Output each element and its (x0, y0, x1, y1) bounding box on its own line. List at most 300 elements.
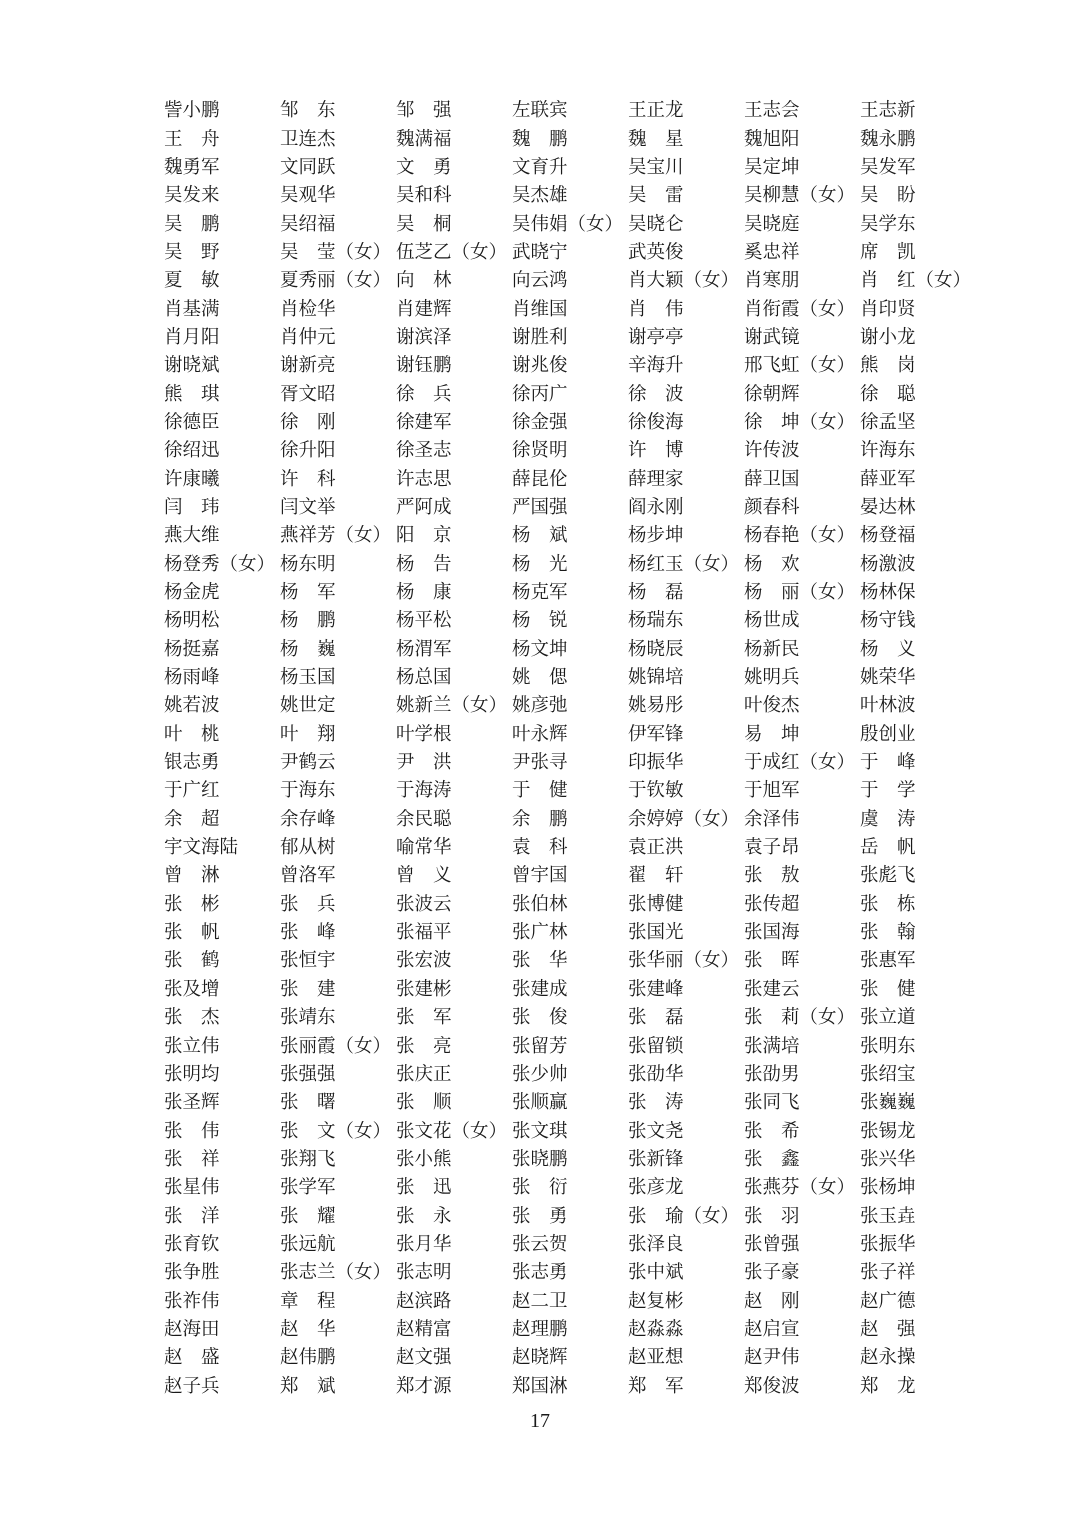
name-entry: 谢新亮 (280, 355, 336, 377)
name-entry: 袁 科 (512, 837, 568, 859)
name-entry: 谢晓斌 (164, 355, 220, 377)
name-entry: 张博健 (628, 893, 684, 915)
name-entry: 杨东明 (280, 553, 336, 575)
name-entry: 严阿成 (396, 496, 452, 518)
name-entry: 张丽霞（女） (280, 1035, 392, 1057)
name-entry: 谢胜利 (512, 326, 568, 348)
name-entry: 姚易彤 (628, 695, 684, 717)
name-entry: 张志明 (396, 1262, 452, 1284)
name-entry: 张传超 (744, 893, 800, 915)
name-entry: 吴 盼 (860, 185, 916, 207)
name-entry: 张 洋 (164, 1205, 220, 1227)
name-entry: 于 峰 (860, 752, 916, 774)
name-entry: 张兴华 (860, 1148, 916, 1170)
name-entry: 肖仲元 (280, 326, 336, 348)
name-entry: 杨 鹏 (280, 610, 336, 632)
name-entry: 余民聪 (396, 808, 452, 830)
name-entry: 许传波 (744, 440, 800, 462)
name-entry: 张伯林 (512, 893, 568, 915)
name-entry: 肖 红（女） (860, 270, 972, 292)
name-entry: 张争胜 (164, 1262, 220, 1284)
name-entry: 张建彬 (396, 978, 452, 1000)
name-entry: 谢滨泽 (396, 326, 452, 348)
name-entry: 杨 磊 (628, 582, 684, 604)
name-entry: 张 鹤 (164, 950, 220, 972)
name-entry: 郑 军 (628, 1375, 684, 1397)
name-entry: 徐升阳 (280, 440, 336, 462)
name-entry: 张 永 (396, 1205, 452, 1227)
name-entry: 张 晖 (744, 950, 800, 972)
name-entry: 文同跃 (280, 156, 336, 178)
name-entry: 张远航 (280, 1233, 336, 1255)
name-entry: 杨挺嘉 (164, 638, 220, 660)
name-entry: 杨新民 (744, 638, 800, 660)
name-entry: 伊军锋 (628, 723, 684, 745)
name-entry: 文 勇 (396, 156, 452, 178)
name-entry: 杨明松 (164, 610, 220, 632)
name-entry: 吴绍福 (280, 213, 336, 235)
name-entry: 杨 丽（女） (744, 582, 856, 604)
name-entry: 杨红玉（女） (628, 553, 740, 575)
name-entry: 薛昆伦 (512, 468, 568, 490)
name-entry: 赵启宣 (744, 1318, 800, 1340)
name-entry: 谢小龙 (860, 326, 916, 348)
name-entry: 杨 锐 (512, 610, 568, 632)
name-entry: 杨 军 (280, 582, 336, 604)
name-entry: 张 俊 (512, 1007, 568, 1029)
name-entry: 吴 野 (164, 241, 220, 263)
name-entry: 叶 桃 (164, 723, 220, 745)
name-entry: 张 迅 (396, 1177, 452, 1199)
name-entry: 张及增 (164, 978, 220, 1000)
name-entry: 赵海田 (164, 1318, 220, 1340)
name-entry: 张满培 (744, 1035, 800, 1057)
name-entry: 张国海 (744, 922, 800, 944)
name-entry: 张顺赢 (512, 1092, 568, 1114)
name-entry: 张子祥 (860, 1262, 916, 1284)
name-entry: 于海东 (280, 780, 336, 802)
name-entry: 张彪飞 (860, 865, 916, 887)
name-entry: 张 兵 (280, 893, 336, 915)
name-entry: 张志兰（女） (280, 1262, 392, 1284)
name-entry: 余婷婷（女） (628, 808, 740, 830)
name-entry: 左联宾 (512, 100, 568, 122)
name-entry: 王志会 (744, 100, 800, 122)
name-entry: 颜春科 (744, 496, 800, 518)
name-entry: 姚彦弛 (512, 695, 568, 717)
name-entry: 张 峰 (280, 922, 336, 944)
name-entry: 吴 莹（女） (280, 241, 392, 263)
name-entry: 虞 涛 (860, 808, 916, 830)
name-entry: 于 学 (860, 780, 916, 802)
name-entry: 张绍宝 (860, 1063, 916, 1085)
name-entry: 徐圣志 (396, 440, 452, 462)
name-entry: 徐金强 (512, 411, 568, 433)
name-entry: 杨步坤 (628, 525, 684, 547)
name-entry: 王 舟 (164, 128, 220, 150)
name-entry: 徐建军 (396, 411, 452, 433)
name-entry: 张 希 (744, 1120, 800, 1142)
name-entry: 张恒宇 (280, 950, 336, 972)
name-entry: 张福平 (396, 922, 452, 944)
name-entry: 王正龙 (628, 100, 684, 122)
name-entry: 张 磊 (628, 1007, 684, 1029)
name-entry: 张华丽（女） (628, 950, 740, 972)
name-entry: 訾小鹏 (164, 100, 220, 122)
name-entry: 张 莉（女） (744, 1007, 856, 1029)
name-entry: 张建云 (744, 978, 800, 1000)
name-entry: 谢武镜 (744, 326, 800, 348)
name-entry: 张靖东 (280, 1007, 336, 1029)
name-entry: 肖基满 (164, 298, 220, 320)
name-entry: 银志勇 (164, 752, 220, 774)
name-entry: 杨平松 (396, 610, 452, 632)
name-entry: 叶林波 (860, 695, 916, 717)
name-entry: 杨 光 (512, 553, 568, 575)
name-entry: 燕祥芳（女） (280, 525, 392, 547)
name-entry: 辛海升 (628, 355, 684, 377)
name-entry: 余 超 (164, 808, 220, 830)
name-entry: 张建成 (512, 978, 568, 1000)
name-entry: 张祚伟 (164, 1290, 220, 1312)
name-entry: 杨 巍 (280, 638, 336, 660)
name-entry: 许 科 (280, 468, 336, 490)
name-entry: 吴和科 (396, 185, 452, 207)
name-entry: 徐德臣 (164, 411, 220, 433)
name-entry: 张 文（女） (280, 1120, 392, 1142)
name-entry: 许志思 (396, 468, 452, 490)
name-entry: 赵理鹏 (512, 1318, 568, 1340)
name-entry: 吴晓仑 (628, 213, 684, 235)
name-entry: 张小熊 (396, 1148, 452, 1170)
name-entry: 郁从树 (280, 837, 336, 859)
name-entry: 肖建辉 (396, 298, 452, 320)
name-entry: 张 羽 (744, 1205, 800, 1227)
name-entry: 翟 轩 (628, 865, 684, 887)
name-entry: 吴 桐 (396, 213, 452, 235)
name-entry: 杨瑞东 (628, 610, 684, 632)
name-entry: 张学军 (280, 1177, 336, 1199)
name-entry: 岳 帆 (860, 837, 916, 859)
name-entry: 余 鹏 (512, 808, 568, 830)
name-entry: 夏 敏 (164, 270, 220, 292)
name-entry: 谢钰鹏 (396, 355, 452, 377)
name-entry: 肖月阳 (164, 326, 220, 348)
name-entry: 谢兆俊 (512, 355, 568, 377)
name-entry: 张宏波 (396, 950, 452, 972)
name-entry: 张明均 (164, 1063, 220, 1085)
name-entry: 徐 聪 (860, 383, 916, 405)
name-entry: 赵滨路 (396, 1290, 452, 1312)
name-entry: 叶永辉 (512, 723, 568, 745)
name-entry: 熊 琪 (164, 383, 220, 405)
name-entry: 赵子兵 (164, 1375, 220, 1397)
name-entry: 晏达林 (860, 496, 916, 518)
name-entry: 姚明兵 (744, 667, 800, 689)
name-entry: 张留锁 (628, 1035, 684, 1057)
name-entry: 肖衔霞（女） (744, 298, 856, 320)
name-entry: 杨总国 (396, 667, 452, 689)
name-entry: 王志新 (860, 100, 916, 122)
name-entry: 魏旭阳 (744, 128, 800, 150)
name-entry: 赵广德 (860, 1290, 916, 1312)
name-entry: 姚世定 (280, 695, 336, 717)
name-entry: 张晓鹏 (512, 1148, 568, 1170)
name-entry: 杨雨峰 (164, 667, 220, 689)
name-entry: 曾 义 (396, 865, 452, 887)
name-entry: 郑国淋 (512, 1375, 568, 1397)
name-entry: 张 伟 (164, 1120, 220, 1142)
name-entry: 于 健 (512, 780, 568, 802)
name-entry: 尹鹤云 (280, 752, 336, 774)
name-entry: 谢亭亭 (628, 326, 684, 348)
name-entry: 张振华 (860, 1233, 916, 1255)
name-entry: 严国强 (512, 496, 568, 518)
name-entry: 赵文强 (396, 1347, 452, 1369)
name-entry: 张文尧 (628, 1120, 684, 1142)
name-entry: 张明东 (860, 1035, 916, 1057)
name-entry: 郑 斌 (280, 1375, 336, 1397)
name-entry: 张强强 (280, 1063, 336, 1085)
name-entry: 张泽良 (628, 1233, 684, 1255)
name-entry: 邢飞虹（女） (744, 355, 856, 377)
name-entry: 薛理家 (628, 468, 684, 490)
name-entry: 叶俊杰 (744, 695, 800, 717)
name-entry: 张波云 (396, 893, 452, 915)
name-entry: 殷创业 (860, 723, 916, 745)
name-entry: 张建峰 (628, 978, 684, 1000)
name-entry: 张立道 (860, 1007, 916, 1029)
name-entry: 杨林保 (860, 582, 916, 604)
name-entry: 吴伟娟（女） (512, 213, 624, 235)
name-entry: 姚锦培 (628, 667, 684, 689)
name-entry: 吴晓庭 (744, 213, 800, 235)
name-entry: 赵淼淼 (628, 1318, 684, 1340)
name-entry: 杨文坤 (512, 638, 568, 660)
name-entry: 张志勇 (512, 1262, 568, 1284)
name-entry: 袁正洪 (628, 837, 684, 859)
name-entry: 张 衍 (512, 1177, 568, 1199)
name-entry: 薛卫国 (744, 468, 800, 490)
name-entry: 杨春艳（女） (744, 525, 856, 547)
name-entry: 袁子昂 (744, 837, 800, 859)
name-entry: 赵精富 (396, 1318, 452, 1340)
name-entry: 闫 玮 (164, 496, 220, 518)
name-entry: 熊 岗 (860, 355, 916, 377)
name-entry: 赵复彬 (628, 1290, 684, 1312)
name-entry: 张圣辉 (164, 1092, 220, 1114)
name-entry: 张 建 (280, 978, 336, 1000)
name-entry: 肖 伟 (628, 298, 684, 320)
name-entry: 许 博 (628, 440, 684, 462)
name-entry: 徐 兵 (396, 383, 452, 405)
name-entry: 于成红（女） (744, 752, 856, 774)
name-entry: 张 祥 (164, 1148, 220, 1170)
name-entry: 张 瑜（女） (628, 1205, 740, 1227)
name-entry: 张 涛 (628, 1092, 684, 1114)
name-entry: 徐丙广 (512, 383, 568, 405)
name-entry: 徐 坤（女） (744, 411, 856, 433)
name-entry: 肖寒朋 (744, 270, 800, 292)
name-entry: 杨登秀（女） (164, 553, 276, 575)
name-entry: 杨世成 (744, 610, 800, 632)
name-entry: 张 敖 (744, 865, 800, 887)
name-entry: 于旭军 (744, 780, 800, 802)
name-entry: 尹 洪 (396, 752, 452, 774)
name-entry: 杨克军 (512, 582, 568, 604)
name-entry: 张 耀 (280, 1205, 336, 1227)
name-entry: 徐朝辉 (744, 383, 800, 405)
name-entry: 魏 鹏 (512, 128, 568, 150)
name-entry: 肖大颖（女） (628, 270, 740, 292)
name-entry: 余存峰 (280, 808, 336, 830)
name-entry: 张子豪 (744, 1262, 800, 1284)
name-entry: 赵伟鹏 (280, 1347, 336, 1369)
name-entry: 向云鸿 (512, 270, 568, 292)
name-entry: 肖检华 (280, 298, 336, 320)
name-entry: 赵亚想 (628, 1347, 684, 1369)
name-entry: 魏永鹏 (860, 128, 916, 150)
name-entry: 文育升 (512, 156, 568, 178)
name-entry: 杨激波 (860, 553, 916, 575)
name-entry: 赵永操 (860, 1347, 916, 1369)
page-number: 17 (530, 1410, 550, 1432)
name-entry: 阎永刚 (628, 496, 684, 518)
name-entry: 叶学根 (396, 723, 452, 745)
name-entry: 张 健 (860, 978, 916, 1000)
name-entry: 张庆正 (396, 1063, 452, 1085)
name-entry: 张杨坤 (860, 1177, 916, 1199)
name-entry: 吴柳慧（女） (744, 185, 856, 207)
name-entry: 郑俊波 (744, 1375, 800, 1397)
name-entry: 徐绍迅 (164, 440, 220, 462)
name-entry: 张曾强 (744, 1233, 800, 1255)
name-entry: 张月华 (396, 1233, 452, 1255)
name-entry: 张燕芬（女） (744, 1177, 856, 1199)
name-entry: 吴观华 (280, 185, 336, 207)
name-entry: 肖维国 (512, 298, 568, 320)
name-entry: 许康曦 (164, 468, 220, 490)
name-entry: 伍芝乙（女） (396, 241, 508, 263)
name-entry: 邹 强 (396, 100, 452, 122)
name-entry: 赵 盛 (164, 1347, 220, 1369)
name-entry: 张 栋 (860, 893, 916, 915)
name-entry: 杨 斌 (512, 525, 568, 547)
name-entry: 喻常华 (396, 837, 452, 859)
name-entry: 张锡龙 (860, 1120, 916, 1142)
name-entry: 徐 刚 (280, 411, 336, 433)
name-entry: 宇文海陆 (164, 837, 239, 859)
name-entry: 张 帆 (164, 922, 220, 944)
name-entry: 张彦龙 (628, 1177, 684, 1199)
name-entry: 张 翰 (860, 922, 916, 944)
name-entry: 张 华 (512, 950, 568, 972)
name-entry: 武晓宁 (512, 241, 568, 263)
name-entry: 向 林 (396, 270, 452, 292)
name-entry: 夏秀丽（女） (280, 270, 392, 292)
name-entry: 张广林 (512, 922, 568, 944)
name-entry: 吴发军 (860, 156, 916, 178)
name-entry: 徐 波 (628, 383, 684, 405)
name-entry: 杨 告 (396, 553, 452, 575)
name-entry: 张劭华 (628, 1063, 684, 1085)
name-entry: 张 军 (396, 1007, 452, 1029)
name-entry: 吴宝川 (628, 156, 684, 178)
name-entry: 张 顺 (396, 1092, 452, 1114)
name-entry: 张同飞 (744, 1092, 800, 1114)
name-entry: 吴 雷 (628, 185, 684, 207)
name-entry: 赵二卫 (512, 1290, 568, 1312)
name-entry: 燕大维 (164, 525, 220, 547)
name-entry: 姚 偲 (512, 667, 568, 689)
name-entry: 徐俊海 (628, 411, 684, 433)
name-entry: 张 杰 (164, 1007, 220, 1029)
name-entry: 赵晓辉 (512, 1347, 568, 1369)
name-entry: 张 鑫 (744, 1148, 800, 1170)
name-entry: 张巍巍 (860, 1092, 916, 1114)
name-entry: 曾洛军 (280, 865, 336, 887)
name-entry: 张云贺 (512, 1233, 568, 1255)
name-entry: 张劭男 (744, 1063, 800, 1085)
name-entry: 郑 龙 (860, 1375, 916, 1397)
name-entry: 印振华 (628, 752, 684, 774)
name-entry: 吴杰雄 (512, 185, 568, 207)
name-entry: 曾 淋 (164, 865, 220, 887)
name-entry: 章 程 (280, 1290, 336, 1312)
name-entry: 武英俊 (628, 241, 684, 263)
name-entry: 吴学东 (860, 213, 916, 235)
name-entry: 赵 华 (280, 1318, 336, 1340)
name-entry: 姚新兰（女） (396, 695, 508, 717)
name-entry: 杨渭军 (396, 638, 452, 660)
name-entry: 于广红 (164, 780, 220, 802)
name-entry: 闫文举 (280, 496, 336, 518)
name-entry: 张翔飞 (280, 1148, 336, 1170)
name-entry: 张玉垚 (860, 1205, 916, 1227)
name-entry: 邹 东 (280, 100, 336, 122)
name-entry: 叶 翔 (280, 723, 336, 745)
name-entry: 姚若波 (164, 695, 220, 717)
name-entry: 张 勇 (512, 1205, 568, 1227)
name-entry: 于海涛 (396, 780, 452, 802)
name-entry: 许海东 (860, 440, 916, 462)
name-entry: 杨金虎 (164, 582, 220, 604)
name-entry: 张少帅 (512, 1063, 568, 1085)
name-entry: 张留芳 (512, 1035, 568, 1057)
name-entry: 杨登福 (860, 525, 916, 547)
name-entry: 徐贤明 (512, 440, 568, 462)
name-entry: 杨 义 (860, 638, 916, 660)
name-entry: 易 坤 (744, 723, 800, 745)
name-entry: 徐孟坚 (860, 411, 916, 433)
name-entry: 张星伟 (164, 1177, 220, 1199)
name-entry: 张文花（女） (396, 1120, 508, 1142)
name-entry: 奚忠祥 (744, 241, 800, 263)
name-entry: 尹张寻 (512, 752, 568, 774)
name-entry: 张 亮 (396, 1035, 452, 1057)
name-entry: 张中斌 (628, 1262, 684, 1284)
name-entry: 张 曙 (280, 1092, 336, 1114)
name-entry: 张文琪 (512, 1120, 568, 1142)
name-entry: 卫连杰 (280, 128, 336, 150)
name-entry: 张 彬 (164, 893, 220, 915)
name-entry: 张惠军 (860, 950, 916, 972)
name-entry: 赵 强 (860, 1318, 916, 1340)
name-entry: 张育钦 (164, 1233, 220, 1255)
name-entry: 吴定坤 (744, 156, 800, 178)
name-entry: 胥文昭 (280, 383, 336, 405)
name-entry: 郑才源 (396, 1375, 452, 1397)
